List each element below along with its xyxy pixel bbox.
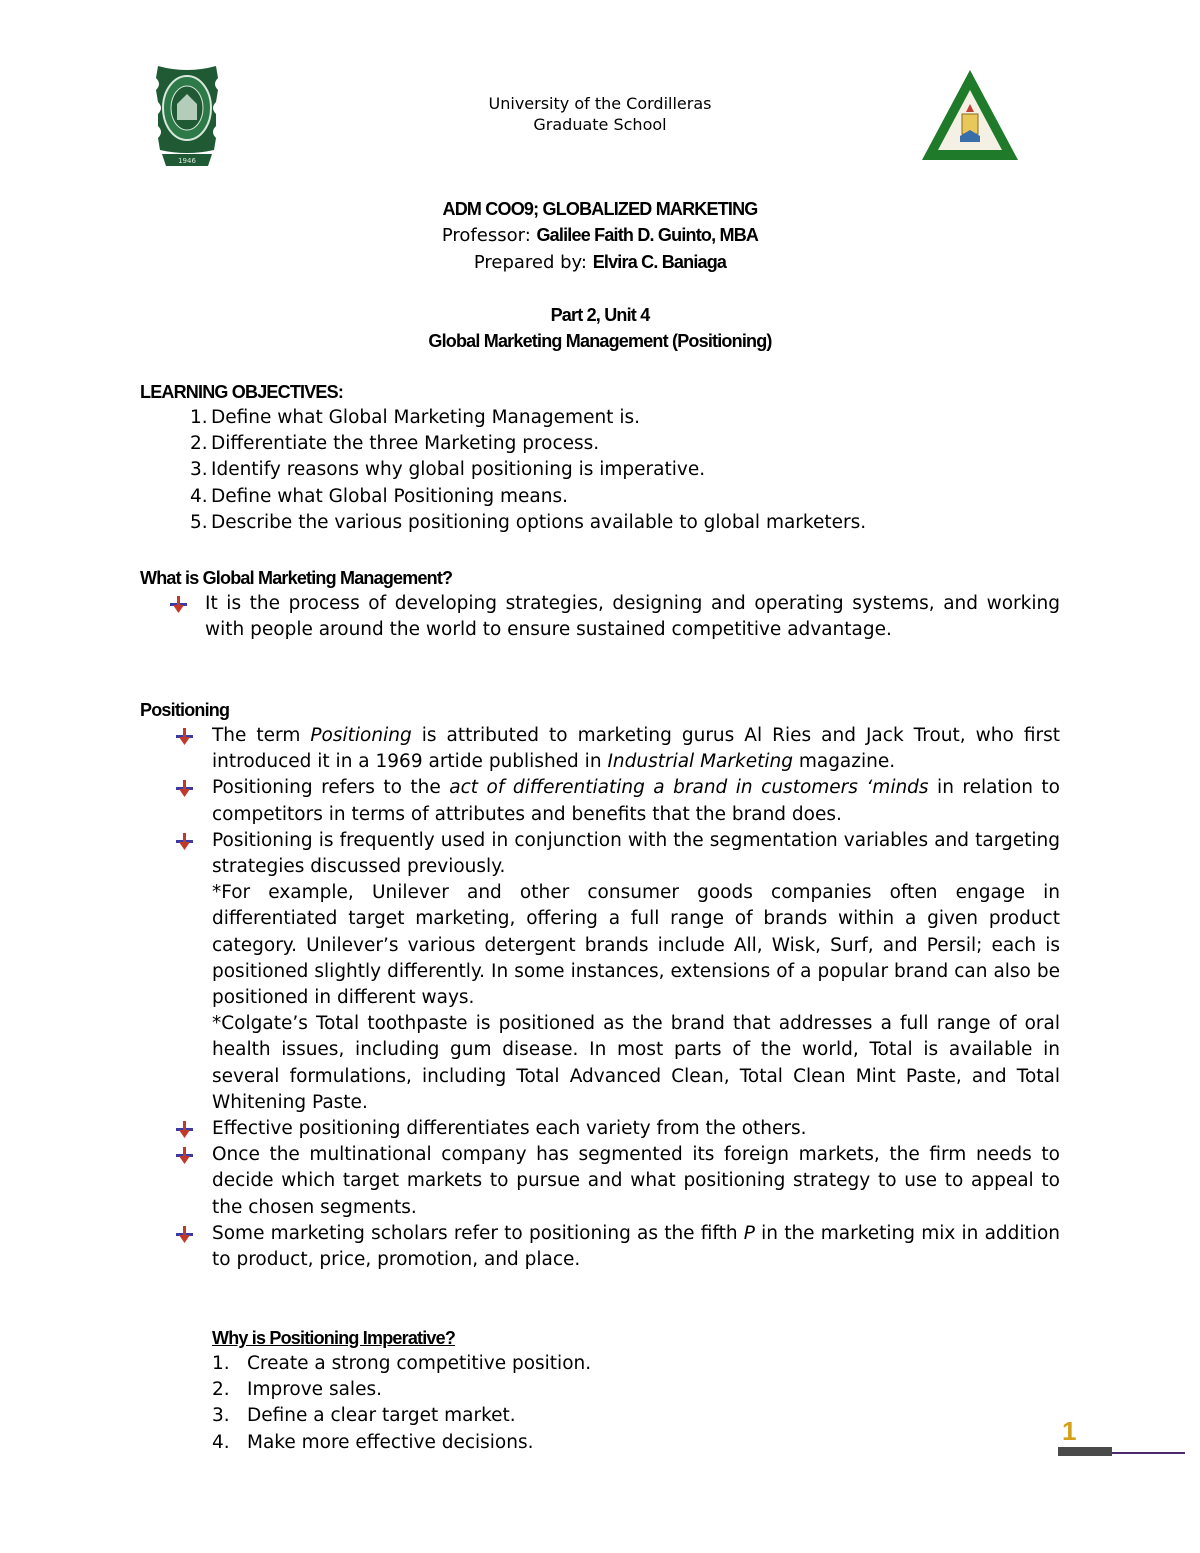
example-unilever: *For example, Unilever and other consumer goods companies often engage in differentiated target marketing, offering a full range of brands within a given product category. Unilever’s various detergent brands include All, Wisk, Surf, and Persil; each is positioned slightly differently. In some instances, extensions of a popular brand can also be positioned in different ways. (212, 882, 1060, 1009)
list-item: Positioning is frequently used in conjunction with the segmentation variables and targeting strategies discussed previously. *For example, Unilever and other consumer goods companies often engage in differentiated target marketing, offering a full range of brands within a given product category. Unilever’s various detergent brands include All, Wisk, Surf, and Persil; each is positioned slightly differently. In some instances, extensions of a popular brand can also be positioned in different ways. *Colgate’s Total toothpaste is positioned as the brand that addresses a full range of oral health issues, including gum disease. In most parts of the world, Total is available in several formulations, including Total Advanced Clean, Total Clean Mint Paste, and Total Whitening Paste. (140, 828, 1060, 1116)
list-item: 4. Make more effective decisions. (212, 1431, 534, 1453)
page-number-rule (1112, 1452, 1185, 1454)
course-code-title: ADM COO9; GLOBALIZED MARKETING (442, 199, 758, 219)
bullet-arrow-icon (176, 1121, 193, 1138)
gmm-section (140, 565, 1060, 643)
positioning-section (140, 697, 1060, 1273)
list-item: 1. Define what Global Marketing Management is. (190, 407, 640, 428)
list-item: Once the multinational company has segmented its foreign markets, the firm needs to decide which target markets to pursue and what positioning strategy to use to appeal to the chosen segments. (140, 1142, 1060, 1221)
list-item: 1. Create a strong competitive position. (212, 1353, 592, 1374)
prepared-label: Prepared by: (473, 252, 593, 273)
page-number-bar (1058, 1447, 1112, 1456)
positioning-bullets (140, 723, 1060, 1273)
list-item: 2. Improve sales. (212, 1379, 382, 1401)
list-item: 3. Identify reasons why global positioning is imperative. (190, 459, 706, 481)
list-item: 4. Define what Global Positioning means. (190, 485, 568, 507)
why-heading: Why is Positioning Imperative? (212, 1328, 456, 1348)
bullet-arrow-icon (176, 728, 193, 745)
gmm-bullets (140, 591, 1060, 643)
prepared-by-line (0, 249, 1200, 276)
university-header (0, 93, 1200, 135)
why-list (140, 1351, 1060, 1456)
part-unit: Part 2, Unit 4 (550, 305, 650, 325)
bullet-arrow-icon (170, 596, 187, 613)
objectives-list (140, 405, 1060, 536)
page-number: 1 (1062, 1416, 1077, 1446)
professor-name: Galilee Faith D. Guinto, MBA (536, 225, 759, 245)
professor-label: Professor: (441, 225, 537, 246)
professor-line (0, 222, 1200, 249)
svg-text:1946: 1946 (178, 157, 196, 165)
example-colgate: *Colgate’s Total toothpaste is positioned as the brand that addresses a full range of oral health issues, including gum disease. In most parts of the world, Total is available in several formulations, including Total Advanced Clean, Total Clean Mint Paste, and Total Whitening Paste. (212, 1013, 1060, 1113)
school-name: Graduate School (533, 115, 667, 134)
unit-topic: Global Marketing Management (Positioning) (428, 331, 772, 351)
bullet-arrow-icon (176, 833, 193, 850)
list-item: Effective positioning differentiates each variety from the others. (140, 1116, 1060, 1142)
list-item: Positioning refers to the act of differentiating a brand in customers ‘minds in relation to competitors in terms of attributes and benefits that the brand does. (140, 775, 1060, 827)
university-name: University of the Cordilleras (488, 94, 712, 113)
learning-objectives-section (140, 379, 1060, 536)
list-item: 3. Define a clear target market. (212, 1405, 516, 1427)
course-title-block (0, 196, 1200, 354)
list-item: 5. Describe the various positioning options available to global marketers. (190, 511, 867, 533)
list-item: Some marketing scholars refer to positioning as the fifth P in the marketing mix in addition to product, price, promotion, and place. (140, 1221, 1060, 1273)
positioning-heading: Positioning (140, 700, 230, 720)
bullet-arrow-icon (176, 1226, 193, 1243)
list-item: The term Positioning is attributed to marketing gurus Al Ries and Jack Trout, who first introduced it in a 1969 artide published in Industrial Marketing magazine. (140, 723, 1060, 775)
bullet-arrow-icon (176, 1147, 193, 1164)
list-item: 2. Differentiate the three Marketing process. (190, 433, 600, 455)
list-item: It is the process of developing strategies, designing and operating systems, and working with people around the world to ensure sustained competitive advantage. (140, 591, 1060, 643)
objectives-heading: LEARNING OBJECTIVES: (140, 382, 344, 402)
gmm-heading: What is Global Marketing Management? (140, 568, 453, 588)
bullet-arrow-icon (176, 780, 193, 797)
why-positioning-section (140, 1325, 1060, 1456)
prepared-name: Elvira C. Baniaga (592, 252, 727, 272)
